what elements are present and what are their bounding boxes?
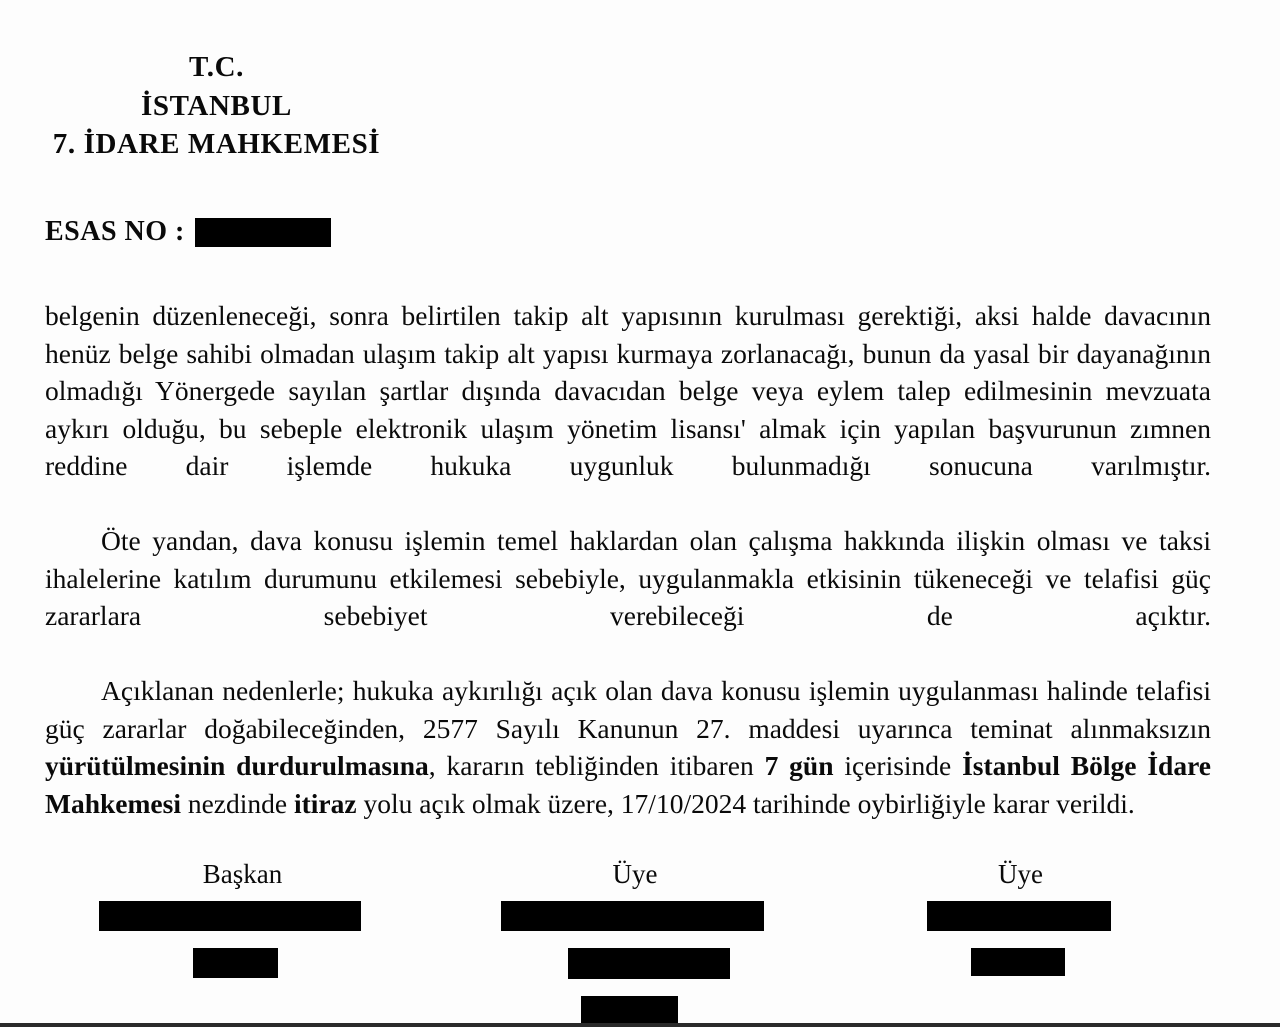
signature-title-uye-2: Üye: [998, 859, 1043, 889]
paragraph-3-run-5: içerisinde: [833, 750, 963, 781]
paragraph-1: [45, 297, 1211, 522]
paragraph-1-text: belgenin düzenleneceği, sonra belirtilen takip alt yapısının kurulması gerektiği, aksi halde davacının henüz belge sahibi olmadan ulaşım takip alt yapısı kurmaya zorlanacağı, bunun da yasal bir dayanağının olmadığı Yönergede sayılan şartlar dışında davacıdan belge veya eylem talep edilmesinin mevzuata aykırı olduğu, bu sebeple elektronik ulaşım yönetim lisansı' almak için yapılan başvurunun zımnen reddine dair işlemde hukuka uygunluk bulunmadığı sonucuna varılmıştır.: [45, 300, 1211, 481]
case-number-row: [45, 216, 331, 248]
signature-redaction-bar: [971, 948, 1065, 976]
signature-column-uye-1: [440, 858, 830, 1025]
header-line-country: T.C.: [188, 51, 245, 83]
paragraph-2-text: Öte yandan, dava konusu işlemin temel haklardan olan çalışma hakkında ilişkin olması ve taksi ihalelerine katılım durumunu etkilemesi sebebiyle, uygulanmakla etkisinin tükeneceği ve telafisi güç zararlara sebebiyet verebileceği de açıktır.: [45, 525, 1211, 631]
signature-block: [45, 858, 1211, 1025]
paragraph-3-run-9: yolu açık olmak üzere, 17/10/2024 tarihinde oybirliğiyle karar verildi.: [356, 787, 1135, 819]
paragraph-3-run-4-bold: 7 gün: [764, 750, 834, 781]
paragraph-3: [45, 672, 1211, 822]
court-header: [45, 48, 1210, 164]
signature-title-baskan: Başkan: [202, 859, 283, 889]
case-number-redaction-bar: [195, 218, 331, 247]
header-line-city: İSTANBUL: [141, 89, 292, 122]
paragraph-3-run-7: nezdinde: [180, 787, 294, 819]
paragraph-2: [45, 522, 1211, 672]
paragraph-3-run-3: , kararın tebliğinden itibaren: [428, 750, 765, 781]
signature-title-uye-1: Üye: [612, 859, 658, 889]
paragraph-3-run-8-bold: itiraz: [293, 787, 357, 819]
signature-redaction-bar: [568, 948, 730, 979]
case-number-label: ESAS NO :: [45, 216, 185, 247]
signature-column-uye-2: [830, 858, 1211, 1025]
signature-redaction-bar: [99, 901, 361, 931]
paragraph-3-run-2-bold: yürütülmesinin durdurulmasına: [45, 750, 429, 781]
signature-redaction-bar: [581, 996, 678, 1025]
signature-column-baskan: [45, 858, 440, 1025]
signature-redaction-bar: [501, 901, 764, 931]
paragraph-3-run-1: Açıklanan nedenlerle; hukuka aykırılığı açık olan dava konusu işlemin uygulanması halinde telafisi güç zararlar doğabileceğinden, 2577 Sayılı Kanunun 27. maddesi uyarınca teminat alınmaksızın: [45, 675, 1211, 744]
decision-body: [45, 297, 1211, 822]
signature-redaction-bar: [193, 948, 278, 978]
paragraph-3-run-6-bold: İstanbul Bölge İdare Mahkemesi: [45, 750, 1211, 819]
header-line-court: 7. İDARE MAHKEMESİ: [52, 128, 381, 161]
signature-redaction-bar: [927, 901, 1111, 931]
